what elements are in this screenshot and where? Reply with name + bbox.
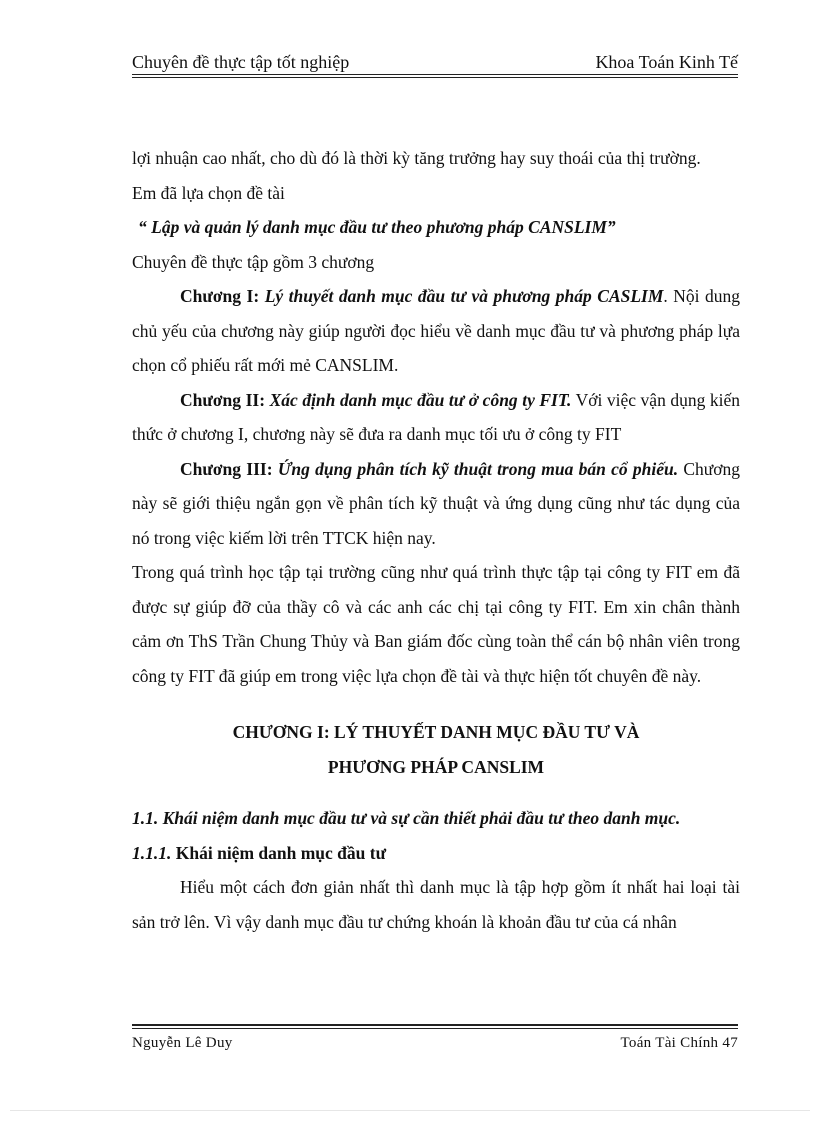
page-footer [132, 1032, 738, 1054]
page-header [132, 50, 738, 74]
chapter-3-summary: Chương III: Ứng dụng phân tích kỹ thuật trong mua bán cổ phiếu. Chương này sẽ giới thiệu ngắn gọn về phân tích kỹ thuật và ứng dụng cũng như tác dụng của nó trong việc kiếm lời trên TTCK hiện nay. [132, 458, 741, 548]
footer-rule-thin [132, 1028, 738, 1029]
header-rule-thin [132, 77, 738, 78]
header-right: Khoa Toán Kinh Tế [595, 52, 738, 72]
footer-rule [132, 1024, 738, 1026]
chapter-3-label: Chương III [180, 458, 267, 479]
chapter-2-label: Chương II [180, 389, 260, 410]
paragraph-5: Hiểu một cách đơn giản nhất thì danh mục là tập hợp gồm ít nhất hai loại tài sản trở lên. Vì vậy danh mục đầu tư chứng khoán là khoản đầu tư của cá nhân [132, 877, 740, 932]
header-left: Chuyên đề thực tập tốt nghiệp [132, 52, 350, 72]
paragraph-2: Em đã lựa chọn đề tài [132, 182, 285, 203]
section-title: Khái niệm danh mục đầu tư [171, 842, 387, 863]
chapter-heading-line-2: PHƯƠNG PHÁP CANSLIM [327, 757, 545, 777]
chapter-3-text: Chương này sẽ giới thiệu ngắn gọn về phân tích kỹ thuật và ứng dụng cũng như tác dụng của nó trong việc kiếm lời trên TTCK hiện nay. [132, 458, 741, 548]
paragraph-4: Trong quá trình học tập tại trường cũng như quá trình thực tập tại công ty FIT em đã được sự giúp đỡ của thầy cô và các anh các chị tại công ty FIT. Em xin chân thành cảm ơn ThS Trần Chung Thủy và Ban giám đốc cùng toàn thể cán bộ nhân viên trong công ty FIT đã giúp em trong việc lựa chọn đề tài và thực hiện tốt chuyên đề này. [132, 562, 740, 686]
topic-title: “ Lập và quản lý danh mục đầu tư theo phương pháp CANSLIM” [138, 217, 616, 237]
chapter-3-title: Ứng dụng phân tích kỹ thuật trong mua bán cổ phiếu. [277, 458, 679, 479]
section-heading-1-1-1 [132, 836, 740, 871]
chapter-heading [132, 715, 740, 785]
header-rule [132, 74, 738, 75]
chapter-2-text: Với việc vận dụng kiến thức ở chương I, chương này sẽ đưa ra danh mục tối ưu ở công ty FIT [132, 389, 741, 444]
paragraph-1: lợi nhuận cao nhất, cho dù đó là thời kỳ tăng trưởng hay suy thoái của thị trường. [132, 148, 701, 168]
section-number: 1.1.1. [132, 842, 172, 863]
footer-left: Nguyễn Lê Duy [132, 1035, 233, 1051]
chapter-1-label: Chương I [180, 286, 254, 306]
section-heading-1-1: 1.1. Khái niệm danh mục đầu tư và sự cần thiết phải đầu tư theo danh mục. [132, 808, 681, 828]
paragraph-3: Chuyên đề thực tập gồm 3 chương [132, 251, 375, 272]
chapter-2-summary: Chương II: Xác định danh mục đầu tư ở công ty FIT. Với việc vận dụng kiến thức ở chương I, chương này sẽ đưa ra danh mục tối ưu ở công ty FIT [132, 389, 741, 444]
body-text [132, 141, 740, 939]
chapter-1-summary: Chương I: Lý thuyết danh mục đầu tư và phương pháp CASLIM. Nội dung chủ yếu của chương này giúp người đọc hiểu về danh mục đầu tư và phương pháp lựa chọn cổ phiếu rất mới mẻ CANSLIM. [132, 286, 741, 375]
chapter-1-text: . Nội dung chủ yếu của chương này giúp người đọc hiểu về danh mục đầu tư và phương pháp lựa chọn cổ phiếu rất mới mẻ CANSLIM. [132, 286, 741, 375]
footer-right: Toán Tài Chính 47 [620, 1035, 738, 1051]
chapter-heading-line-1: CHƯƠNG I: LÝ THUYẾT DANH MỤC ĐẦU TƯ VÀ [232, 722, 640, 742]
page-bottom-divider [10, 1110, 810, 1111]
chapter-2-title: Xác định danh mục đầu tư ở công ty FIT. [269, 389, 572, 410]
chapter-1-title: Lý thuyết danh mục đầu tư và phương pháp CASLIM [264, 286, 664, 306]
